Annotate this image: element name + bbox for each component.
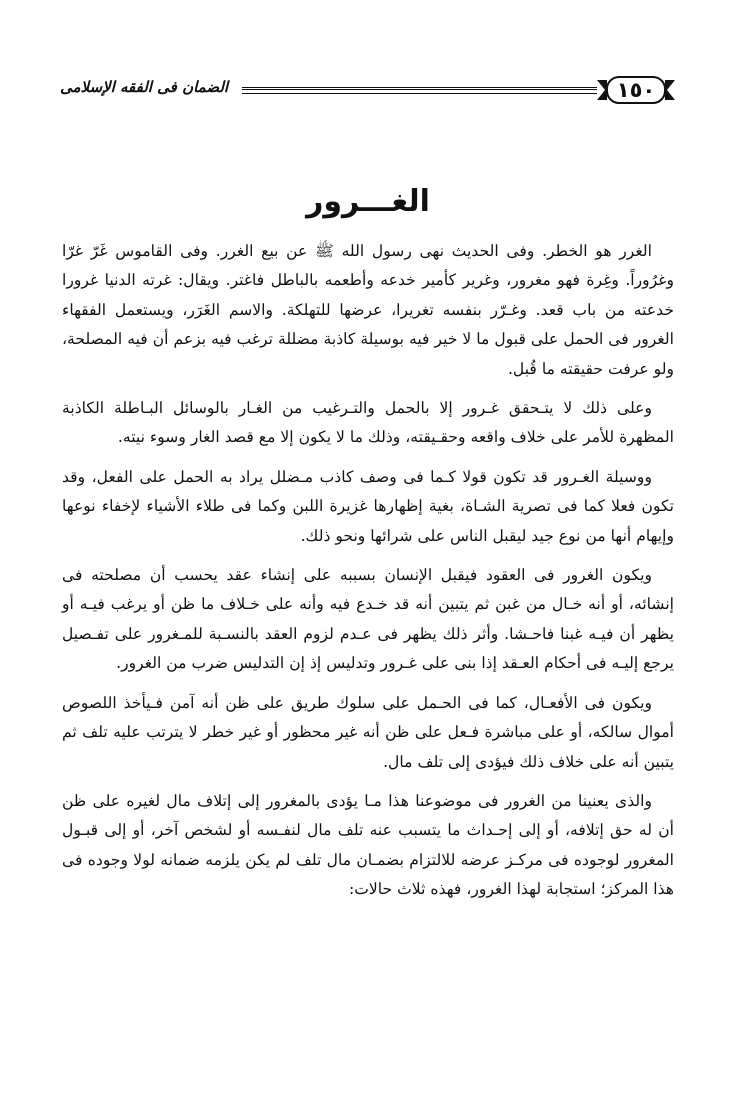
- header-double-rule: [242, 87, 597, 94]
- chapter-title: الغـــرور: [306, 184, 430, 220]
- page-number-frame: [597, 74, 675, 106]
- body-text: [62, 237, 674, 915]
- paragraph: والذى يعنينا من الغرور فى موضوعنا هذا مـا يؤدى بالمغرور إلى إتلاف مال لغيره على ظن أن له حق إتلافه، أو إلى إحـداث ما يتسبب عنه تلف مال لنفـسه أو لشخص آخر، أو إلى قبـول المغرور لوجوده فى مركـز عرضه للالتزام بضمـان مال تلف لم يكن يلزمه ضمانه لولا وجوده فى هذا المركز؛ استجابة لهذا الغرور، فهذه ثلاث حالات:: [62, 791, 674, 899]
- running-header: [60, 74, 675, 112]
- paragraph: ويكون الغرور فى العقود فيقبل الإنسان بسببه على إنشاء عقد يحسب أن مصلحته فى إنشائه، أو أنه خـال من غبن ثم يتبين أنه قد خـدع فيه وأنه على خـلاف ما ظن أو يرغب فيـه أو يظهر أن فيـه غبنا فاحـشا. وأثر ذلك يظهر فى عـدم لزوم العقد بالنسـبة للمـغرور على تفـصيل يرجع إليـه فى أحكام العـقد إذا بنى على غـرور وتدليس إذ إن التدليس ضرب من الغرور.: [62, 566, 674, 673]
- paragraph: ويكون فى الأفعـال، كما فى الحـمل على سلوك طريق على ظن أنه آمن فـيأخذ اللصوص أموال سالكه، أو على مباشرة فـعل على ظن أنه غير محظور أو غير خطر لا يترتب عليه تلف ثم يتبين أنه على خلاف ذلك فيؤدى إلى تلف مال.: [62, 693, 674, 771]
- paragraph: ووسيلة الغـرور قد تكون قولا كـما فى وصف كاذب مـضلل يراد به الحمل على الفعل، وقد تكون فعلا كما فى تصرية الشـاة، بغية إظهارها غزيرة اللبن وكما فى طلاء الأشياء لإخفاء نوعها وإيهام أنها من نوع جيد ليقبل الناس على شرائها ونحو ذلك.: [62, 467, 674, 545]
- paragraph: الغرر هو الخطر. وفى الحديث نهى رسول الله ﷺ عن بيع الغرر. وفى القاموس غَرّ غرّا وغرُوراً. وغِرة فهو مغرور، وغرير كأمير خدعه وأطعمه بالباطل فاغتر. ويقال: غرته الدنيا غرورا خدعته من باب قعد. وغـرّر بنفسه تغريرا، عرضها للتهلكة. والاسم الغَرَر، ويستعمل الفقهاء الغرور فى الحمل على قبول ما لا خير فيه بوسيلة كاذبة مضللة ترغب فيه بزعم أن فيه المصلحة، ولو عرفت حقيقته ما قُبل.: [62, 242, 674, 378]
- page-number: ١٥٠: [616, 78, 656, 102]
- running-header-title: الضمان فى الفقه الإسلامى: [60, 78, 229, 96]
- paragraph: وعلى ذلك لا يتـحقق غـرور إلا بالحمل والتـرغيب من الغـار بالوسائل البـاطلة الكاذبة المظهرة للأمر على خلاف واقعه وحقـيقته، وذلك ما لا يكون إلا مع قصد الغار وسوء نيته.: [62, 399, 674, 447]
